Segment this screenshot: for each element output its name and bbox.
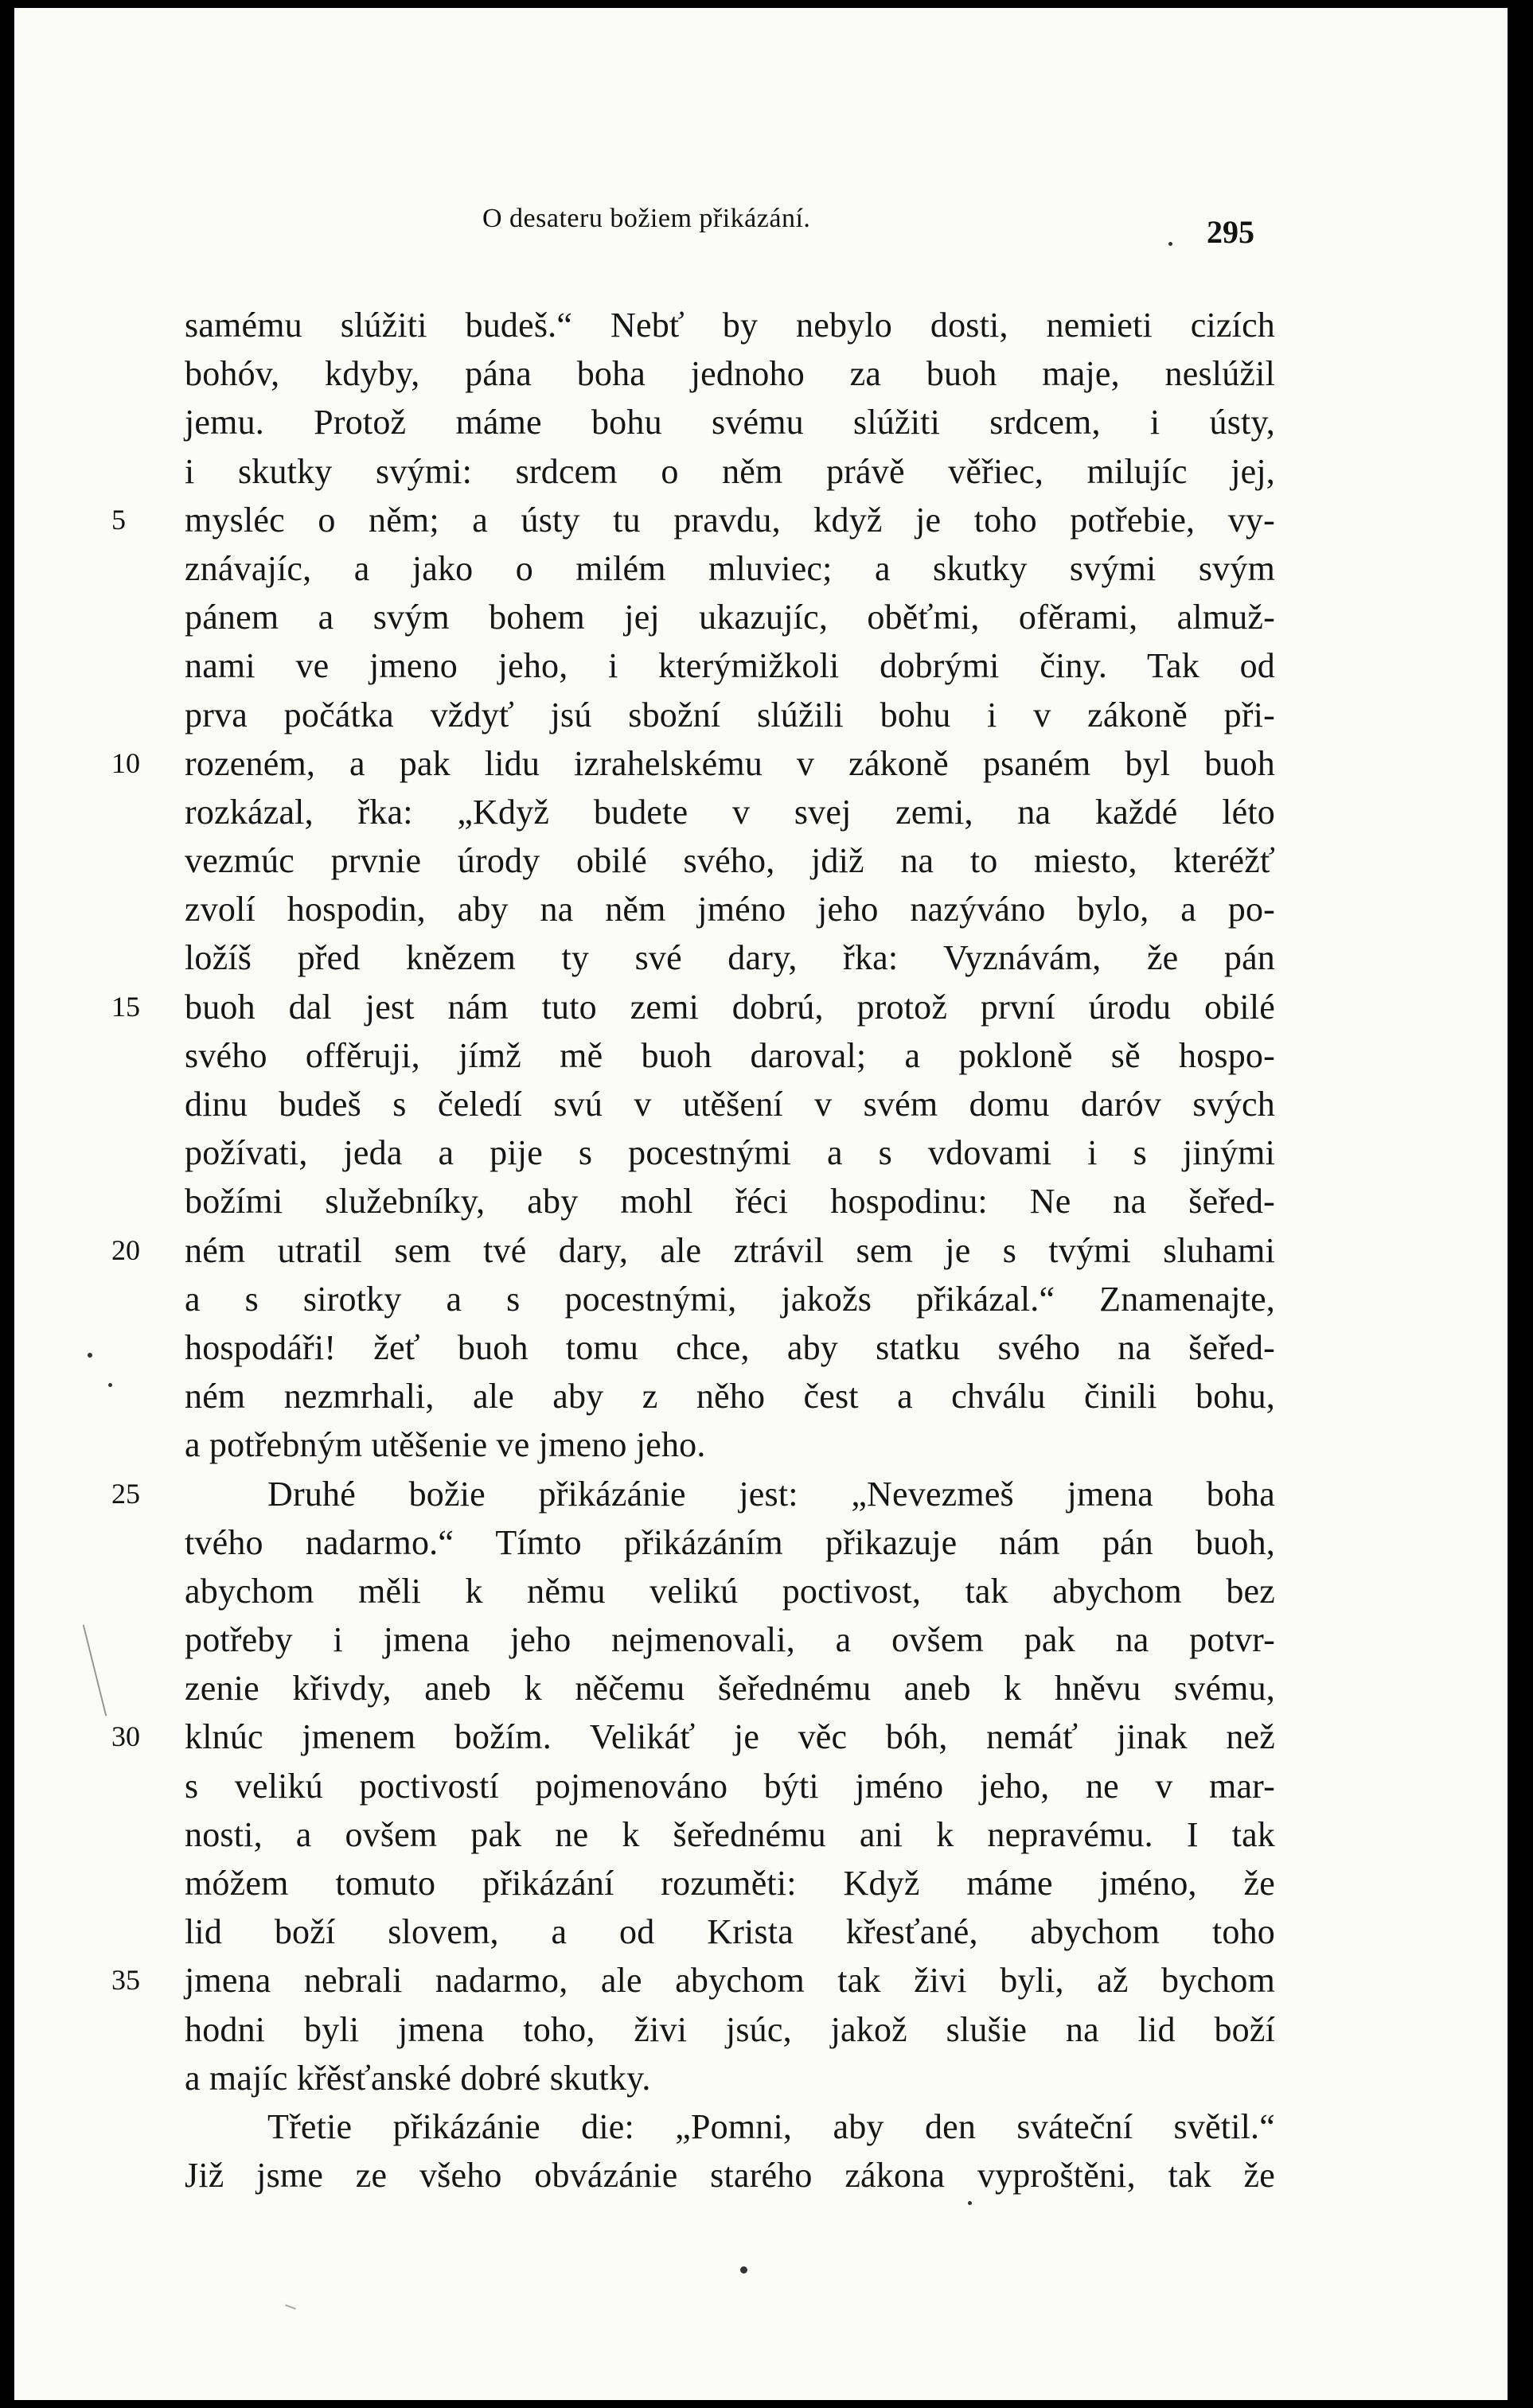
line-text: a majíc křěsťanské dobré skutky. [185, 2058, 651, 2098]
text-line [14, 1567, 1508, 1615]
line-text: a potřebným utěšenie ve jmeno jeho. [185, 1425, 706, 1465]
line-text: Již jsme ze všeho obvázánie starého zákona vyproštěni, tak že [185, 2156, 1275, 2196]
text-line [14, 739, 1508, 788]
line-text: zvolí hospodin, aby na něm jméno jeho nazýváno bylo, a po- [185, 890, 1275, 929]
body-text [14, 301, 1508, 2200]
line-text: svého offěruji, jímž mě buoh daroval; a pokloně sě hospo- [185, 1035, 1275, 1075]
text-line [14, 983, 1508, 1031]
line-text: dinu budeš s čeledí svú v utěšení v svém domu daróv svých [185, 1085, 1275, 1124]
line-text: zenie křivdy, aneb k něčemu šeřednému aneb k hněvu svému, [185, 1669, 1275, 1709]
text-line [14, 496, 1508, 544]
text-line [14, 1859, 1508, 1907]
text-line [14, 836, 1508, 885]
line-text: jemu. Protož máme bohu svému slúžiti srdcem, i ústy, [185, 403, 1275, 442]
line-text: a s sirotky a s pocestnými, jakožs přikázal.“ Znamenajte, [185, 1279, 1275, 1319]
line-text: vezmúc prvnie úrody obilé svého, jdiž na to miesto, kteréžť [185, 841, 1275, 881]
line-text: božími služebníky, aby mohl řéci hospodinu: Ne na šeřed- [185, 1182, 1275, 1222]
line-text: abychom měli k němu velikú poctivost, tak abychom bez [185, 1571, 1275, 1611]
running-head-title: O desateru božiem přikázání. [482, 204, 811, 233]
line-text: samému slúžiti budeš.“ Nebť by nebylo dosti, nemieti cizích [185, 306, 1275, 345]
book-page [14, 8, 1508, 2400]
text-line [14, 1031, 1508, 1080]
line-number: 15 [111, 990, 140, 1023]
line-text: rozkázal, řka: „Když budete v svej zemi, na každé léto [185, 792, 1275, 832]
running-header [14, 196, 1508, 250]
text-line [14, 1615, 1508, 1664]
line-text: buoh dal jest nám tuto zemi dobrú, protož první úrodu obilé [185, 987, 1275, 1027]
line-text: Druhé božie přikázánie jest: „Nevezmeš jmena boha [267, 1474, 1275, 1514]
text-line [14, 1128, 1508, 1177]
text-line [14, 1420, 1508, 1469]
line-text: hodni byli jmena toho, živi jsúc, jakož slušie na lid boží [185, 2009, 1275, 2049]
line-text: potřeby i jmena jeho nejmenovali, a ovšem pak na potvr- [185, 1620, 1275, 1660]
line-text: klnúc jmenem božím. Velikáť je věc bóh, nemáť jinak než [185, 1717, 1275, 1757]
line-text: mysléc o něm; a ústy tu pravdu, když je toho potřebie, vy- [185, 500, 1275, 540]
line-text: nami ve jmeno jeho, i kterýmižkoli dobrými činy. Tak od [185, 646, 1275, 686]
line-text: tvého nadarmo.“ Tímto přikázáním přikazuje nám pán buoh, [185, 1522, 1275, 1562]
scan-speck [740, 2266, 747, 2274]
text-line [14, 885, 1508, 933]
text-line [14, 1275, 1508, 1323]
line-text: prva počátka vždyť jsú sbožní slúžili bohu i v zákoně při- [185, 695, 1275, 734]
text-line [14, 2151, 1508, 2200]
text-line [14, 398, 1508, 446]
scan-scratch [285, 2305, 296, 2310]
line-text: lid boží slovem, a od Krista křesťané, abychom toho [185, 1912, 1275, 1952]
line-text: bohóv, kdyby, pána boha jednoho za buoh maje, neslúžil [185, 354, 1275, 394]
scan-speck [108, 1383, 112, 1387]
line-text: požívati, jeda a pije s pocestnými a s vdovami i s jinými [185, 1133, 1275, 1173]
text-line [14, 1518, 1508, 1567]
text-line [14, 1470, 1508, 1518]
text-line [14, 2005, 1508, 2054]
text-line [14, 1177, 1508, 1225]
text-line [14, 349, 1508, 398]
line-text: nosti, a ovšem pak ne k šeřednému ani k nepravému. I tak [185, 1814, 1275, 1854]
scan-speck [1168, 242, 1172, 246]
text-line [14, 933, 1508, 982]
text-line [14, 447, 1508, 496]
text-line [14, 1907, 1508, 1956]
text-line [14, 1080, 1508, 1128]
text-line [14, 2102, 1508, 2151]
line-number: 20 [111, 1233, 140, 1266]
line-number: 5 [111, 503, 126, 536]
line-number: 35 [111, 1964, 140, 1997]
line-number: 30 [111, 1720, 140, 1753]
line-number: 10 [111, 746, 140, 779]
text-line [14, 593, 1508, 641]
line-text: ném nezmrhali, ale aby z něho čest a chválu činili bohu, [185, 1377, 1275, 1416]
line-text: ném utratil sem tvé dary, ale ztrávil sem je s tvými sluhami [185, 1230, 1275, 1270]
text-line [14, 1712, 1508, 1761]
line-text: hospodáři! žeť buoh tomu chce, aby statku svého na šeřed- [185, 1327, 1275, 1367]
line-text: ložíš před knězem ty své dary, řka: Vyznávám, že pán [185, 938, 1275, 978]
text-line [14, 1226, 1508, 1275]
line-text: móžem tomuto přikázání rozuměti: Když máme jméno, že [185, 1864, 1275, 1903]
text-line [14, 1664, 1508, 1712]
line-text: Třetie přikázánie die: „Pomni, aby den sváteční světil.“ [267, 2106, 1275, 2146]
text-line [14, 691, 1508, 739]
text-line [14, 2054, 1508, 2102]
text-line [14, 1372, 1508, 1420]
page-number: 295 [1207, 214, 1254, 250]
line-number: 25 [111, 1477, 140, 1510]
text-line [14, 301, 1508, 349]
text-line [14, 1956, 1508, 2005]
text-line [14, 1762, 1508, 1810]
line-text: znávajíc, a jako o milém mluviec; a skutky svými svým [185, 548, 1275, 588]
text-line [14, 544, 1508, 593]
text-line [14, 641, 1508, 690]
line-text: rozeném, a pak lidu izrahelskému v zákoně psaném byl buoh [185, 743, 1275, 783]
text-line [14, 1323, 1508, 1372]
scan-speck [968, 2201, 972, 2205]
line-text: s velikú poctivostí pojmenováno býti jméno jeho, ne v mar- [185, 1766, 1275, 1806]
line-text: i skutky svými: srdcem o něm právě věřiec, milujíc jej, [185, 451, 1275, 491]
text-line [14, 788, 1508, 836]
line-text: jmena nebrali nadarmo, ale abychom tak živi byli, až bychom [185, 1961, 1275, 2001]
line-text: pánem a svým bohem jej ukazujíc, oběťmi, ofěrami, almuž- [185, 598, 1275, 637]
text-line [14, 1810, 1508, 1859]
scan-speck [88, 1353, 92, 1358]
